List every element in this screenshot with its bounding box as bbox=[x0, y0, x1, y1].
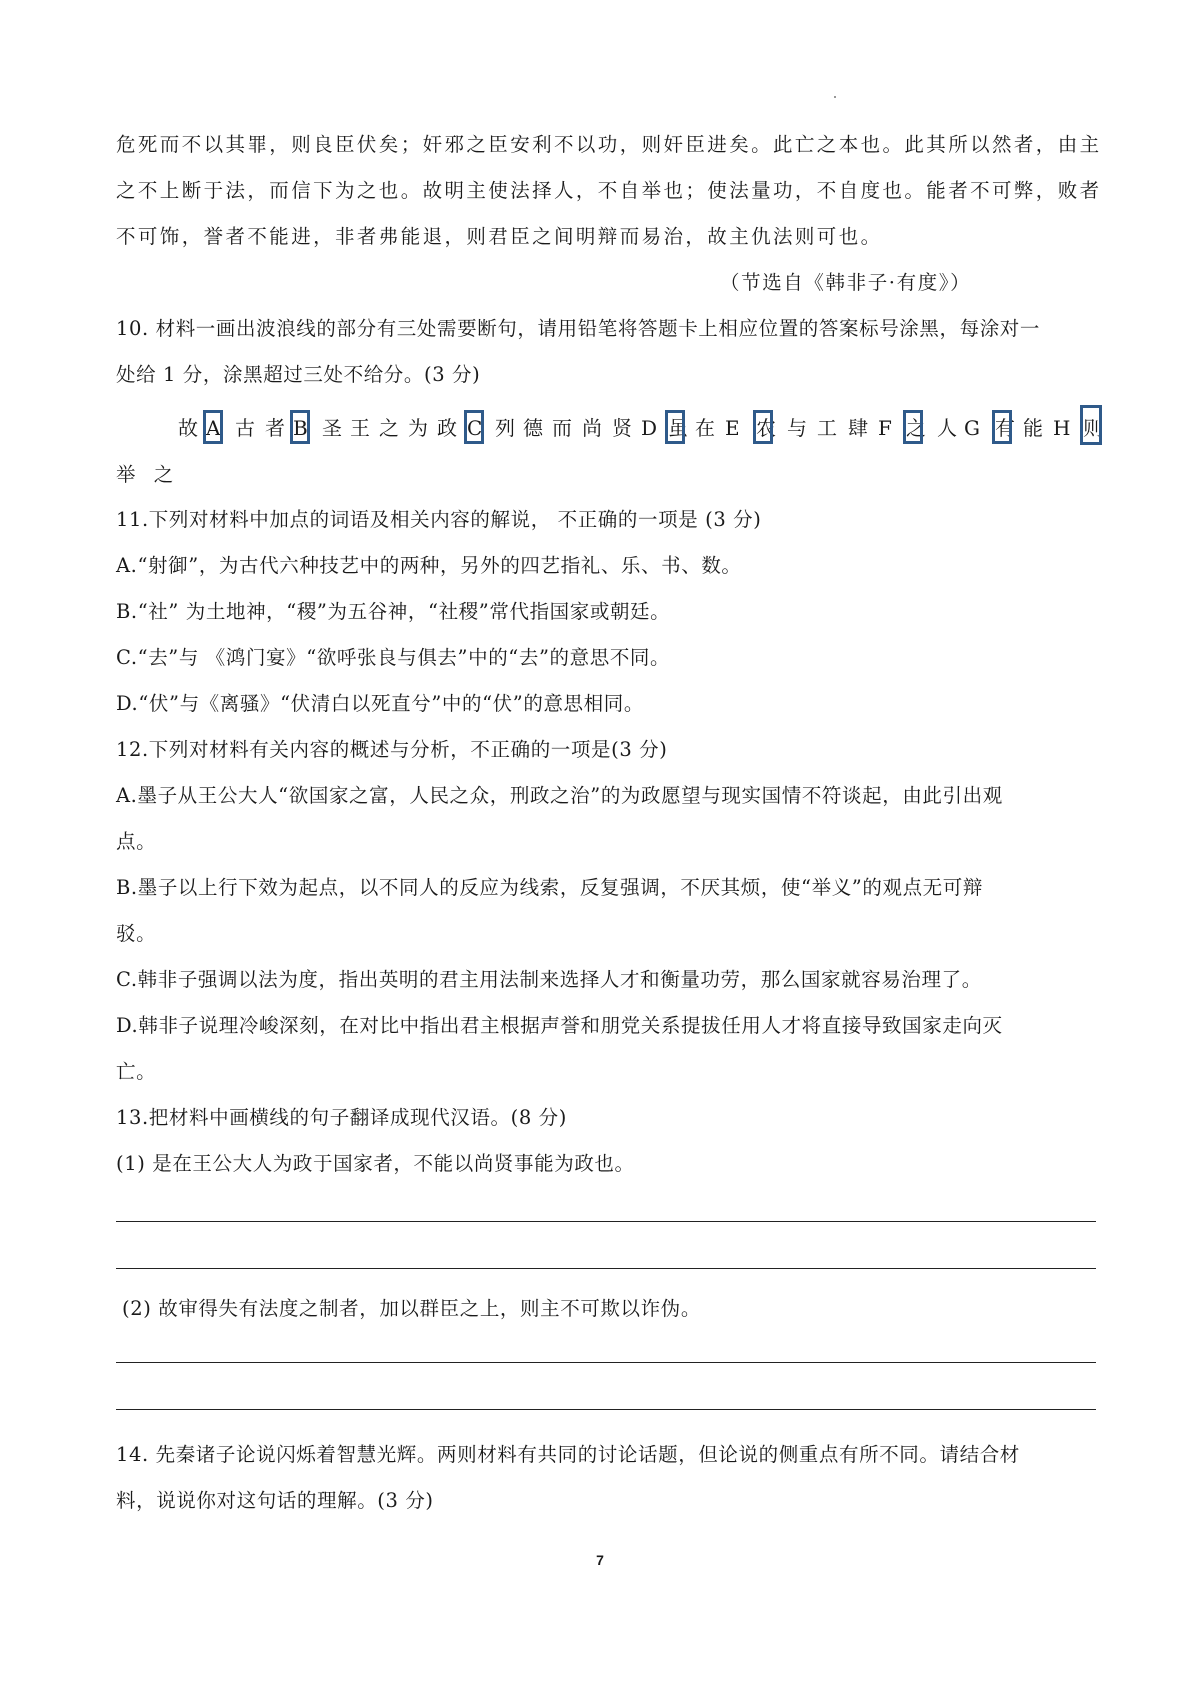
q10-char-12: 列 bbox=[495, 416, 515, 440]
q11-option-a: A.“射御”，为古代六种技艺中的两种，另外的四艺指礼、乐、书、数。 bbox=[116, 554, 742, 577]
q14-stem-line-2: 料，说说你对这句话的理解。(3 分) bbox=[116, 1489, 434, 1512]
q13-answer-line-3[interactable] bbox=[116, 1362, 1096, 1363]
q10-highlight-box bbox=[992, 410, 1012, 444]
q12-option-b-line-1: B.墨子以上行下效为起点，以不同人的反应为线索，反复强调，不厌其烦，使“举义”的观点无可辩 bbox=[116, 876, 983, 899]
q10-char-3: 古 bbox=[235, 416, 255, 440]
q10-highlight-box bbox=[290, 410, 310, 444]
q10-char-32: 则 bbox=[1083, 416, 1103, 440]
q10-char-5: B bbox=[293, 416, 308, 440]
q10-char-14: 而 bbox=[552, 416, 572, 440]
q10-char-9: 为 bbox=[408, 416, 428, 440]
q10-stem-line-2: 处给 1 分，涂黑超过三处不给分。(3 分) bbox=[116, 363, 481, 386]
q10-char-18: 虽 bbox=[668, 416, 688, 440]
q10-stem-line-1: 10. 材料一画出波浪线的部分有三处需要断句，请用铅笔将答题卡上相应位置的答案标号涂黑，每涂对一 bbox=[116, 317, 1041, 340]
q10-char-17: D bbox=[641, 416, 658, 440]
q13-answer-line-2[interactable] bbox=[116, 1268, 1096, 1269]
q10-char-2: A bbox=[206, 416, 221, 440]
q10-highlight-box bbox=[903, 410, 923, 444]
q10-char-31: H bbox=[1053, 416, 1071, 440]
q10-char-30: 能 bbox=[1023, 416, 1043, 440]
passage-line-3: 不可饰，誉者不能进，非者弗能退，则君臣之间明辩而易治，故主仇法则可也。 bbox=[116, 225, 883, 248]
q10-char-10: 政 bbox=[437, 416, 457, 440]
q10-char-21: 农 bbox=[756, 416, 776, 440]
page-number: 7 bbox=[596, 1552, 604, 1568]
q10-char-15: 尚 bbox=[582, 416, 602, 440]
q10-highlight-box bbox=[1080, 405, 1102, 445]
q10-char-27: 人 bbox=[937, 416, 957, 440]
q10-char-23: 工 bbox=[817, 416, 837, 440]
q10-highlight-box bbox=[203, 410, 223, 444]
q12-stem: 12.下列对材料有关内容的概述与分析，不正确的一项是(3 分) bbox=[116, 738, 668, 761]
q10-highlight-box bbox=[665, 410, 685, 444]
q10-highlight-box bbox=[753, 410, 773, 444]
q13-answer-line-1[interactable] bbox=[116, 1221, 1096, 1222]
speck-mark bbox=[834, 96, 836, 98]
q10-char-13: 德 bbox=[523, 416, 543, 440]
q12-option-a-line-1: A.墨子从王公大人“欲国家之富，人民之众，刑政之治”的为政愿望与现实国情不符谈起，由此引出观 bbox=[116, 784, 1003, 807]
q10-segmentation-row-2: 举 之 bbox=[116, 463, 180, 486]
q10-char-24: 肆 bbox=[848, 416, 868, 440]
passage-source: （节选自《韩非子·有度》） bbox=[720, 271, 972, 294]
q10-char-8: 之 bbox=[379, 416, 399, 440]
q10-char-28: G bbox=[964, 416, 980, 440]
passage-line-2: 之不上断于法，而信下为之也。故明主使法择人，不自举也；使法量功，不自度也。能者不可弊，败者 bbox=[116, 179, 1102, 202]
q13-sentence-1: (1) 是在王公大人为政于国家者，不能以尚贤事能为政也。 bbox=[116, 1152, 635, 1175]
q12-option-d-line-1: D.韩非子说理冷峻深刻，在对比中指出君主根据声誉和朋党关系提拔任用人才将直接导致国家走向灭 bbox=[116, 1014, 1003, 1037]
q11-option-b: B.“社” 为土地神，“稷”为五谷神，“社稷”常代指国家或朝廷。 bbox=[116, 600, 671, 623]
passage-line-1: 危死而不以其罪，则良臣伏矣；奸邪之臣安利不以功，则奸臣进矣。此亡之本也。此其所以然者，由主 bbox=[116, 133, 1102, 156]
q10-segmentation-row bbox=[116, 405, 1116, 451]
q10-char-19: 在 bbox=[695, 416, 715, 440]
q10-char-25: F bbox=[878, 416, 892, 440]
q13-sentence-2: (2) 故审得失有法度之制者，加以群臣之上，则主不可欺以诈伪。 bbox=[122, 1297, 701, 1320]
q10-char-6: 圣 bbox=[322, 416, 342, 440]
q10-char-11: C bbox=[467, 416, 483, 440]
q14-stem-line-1: 14. 先秦诸子论说闪烁着智慧光辉。两则材料有共同的讨论话题，但论说的侧重点有所不同。请结合材 bbox=[116, 1443, 1020, 1466]
q10-highlight-box bbox=[464, 410, 484, 444]
q10-char-16: 贤 bbox=[612, 416, 632, 440]
q10-char-22: 与 bbox=[787, 416, 807, 440]
q11-option-d: D.“伏”与《离骚》“伏清白以死直兮”中的“伏”的意思相同。 bbox=[116, 692, 644, 715]
q10-char-7: 王 bbox=[350, 416, 370, 440]
q13-stem: 13.把材料中画横线的句子翻译成现代汉语。(8 分) bbox=[116, 1106, 567, 1129]
q12-option-b-line-2: 驳。 bbox=[116, 922, 157, 945]
q10-char-20: E bbox=[725, 416, 740, 440]
q13-answer-line-4[interactable] bbox=[116, 1409, 1096, 1410]
q11-stem: 11.下列对材料中加点的词语及相关内容的解说， 不正确的一项是 (3 分) bbox=[116, 508, 762, 531]
q12-option-d-line-2: 亡。 bbox=[116, 1060, 157, 1083]
q12-option-a-line-2: 点。 bbox=[116, 830, 157, 853]
q10-char-1: 故 bbox=[178, 416, 198, 440]
q10-char-26: 之 bbox=[906, 416, 926, 440]
q11-option-c: C.“去”与 《鸿门宴》“欲呼张良与俱去”中的“去”的意思不同。 bbox=[116, 646, 671, 669]
q12-option-c: C.韩非子强调以法为度，指出英明的君主用法制来选择人才和衡量功劳，那么国家就容易治理了。 bbox=[116, 968, 982, 991]
q10-char-29: 有 bbox=[995, 416, 1015, 440]
q10-char-4: 者 bbox=[265, 416, 285, 440]
